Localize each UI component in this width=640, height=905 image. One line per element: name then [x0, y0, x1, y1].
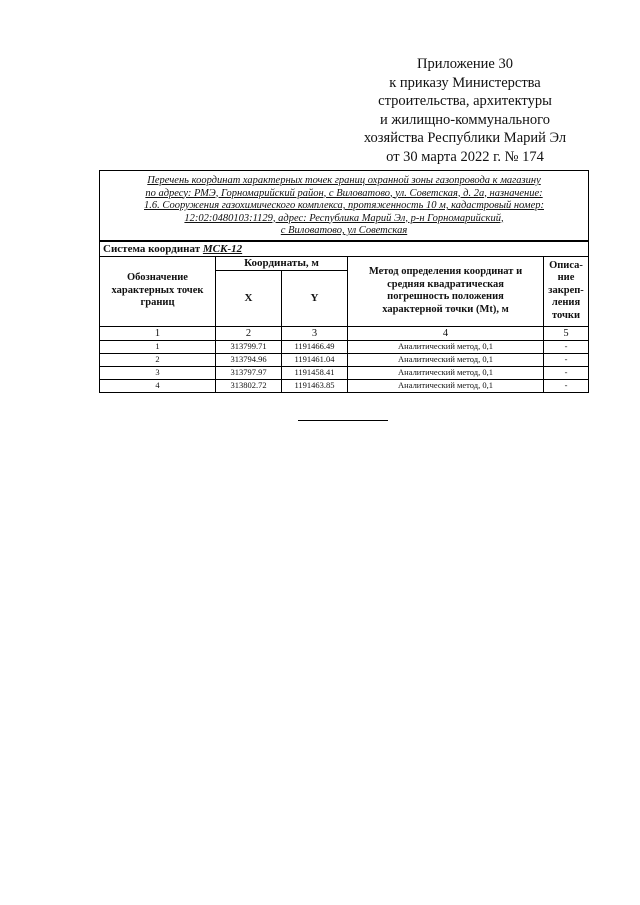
- header-line: к приказу Министерства: [389, 74, 541, 91]
- method-cell: Аналитический метод, 0,1: [348, 379, 544, 392]
- table-title: [100, 171, 589, 241]
- coordinate-system-label: Система координат: [103, 242, 203, 255]
- column-number: 4: [348, 326, 544, 340]
- column-number-row: [100, 326, 589, 340]
- column-number: 5: [544, 326, 589, 340]
- header-description: Описа-ние закреп-ления точки: [544, 256, 589, 326]
- y-cell: 1191458.41: [282, 366, 348, 379]
- header-line: Приложение 30: [417, 56, 513, 72]
- table-row: [100, 379, 589, 392]
- header-y: Y: [282, 270, 348, 326]
- description-cell: -: [544, 340, 589, 353]
- header-line: строительства, архитектуры: [378, 93, 552, 109]
- y-cell: 1191466.49: [282, 340, 348, 353]
- point-cell: 1: [100, 340, 216, 353]
- method-cell: Аналитический метод, 0,1: [348, 366, 544, 379]
- title-line: 12:02:0480103:1129, адрес: Республика Марий Эл, р-н Горномарийский,: [184, 212, 504, 224]
- header-designation: Обозначение характерных точек границ: [100, 256, 216, 326]
- coordinates-table: [99, 170, 589, 393]
- method-cell: Аналитический метод, 0,1: [348, 353, 544, 366]
- x-cell: 313802.72: [216, 379, 282, 392]
- table-row: [100, 340, 589, 353]
- x-cell: 313797.97: [216, 366, 282, 379]
- header-line: и жилищно-коммунального: [379, 111, 551, 128]
- table-row: [100, 366, 589, 379]
- column-number: 1: [100, 326, 216, 340]
- coordinates-table-container: [99, 170, 588, 393]
- description-cell: -: [544, 353, 589, 366]
- coordinate-system-row: [100, 241, 589, 257]
- y-cell: 1191461.04: [282, 353, 348, 366]
- point-cell: 2: [100, 353, 216, 366]
- description-cell: -: [544, 379, 589, 392]
- column-number: 3: [282, 326, 348, 340]
- appendix-header: [340, 55, 590, 166]
- x-cell: 313799.71: [216, 340, 282, 353]
- header-coordinates: Координаты, м: [216, 256, 348, 270]
- title-line: с Виловатово, ул Советская: [280, 225, 408, 236]
- title-line: Перечень координат характерных точек границ охранной зоны газопровода к магазину: [147, 175, 541, 186]
- header-x: X: [216, 270, 282, 326]
- description-cell: -: [544, 366, 589, 379]
- y-cell: 1191463.85: [282, 379, 348, 392]
- header-line: хозяйства Республики Марий Эл: [363, 130, 567, 146]
- column-number: 2: [216, 326, 282, 340]
- point-cell: 3: [100, 366, 216, 379]
- title-line: по адресу: РМЭ, Горномарийский район, с Виловатово, ул. Советская, д. 2а, назначение:: [145, 187, 543, 199]
- method-cell: Аналитический метод, 0,1: [348, 340, 544, 353]
- x-cell: 313794.96: [216, 353, 282, 366]
- title-line: 1.6. Сооружения газохимического комплекса, протяженность 10 м, кадастровый номер:: [144, 200, 544, 211]
- point-cell: 4: [100, 379, 216, 392]
- end-divider: [298, 420, 388, 421]
- header-line: от 30 марта 2022 г. № 174: [386, 148, 544, 165]
- header-method: Метод определения координат и средняя квадратическая погрешность положения характерной точки (Mt), м: [348, 256, 544, 326]
- coordinate-system-code: МСК-12: [202, 242, 243, 255]
- table-row: [100, 353, 589, 366]
